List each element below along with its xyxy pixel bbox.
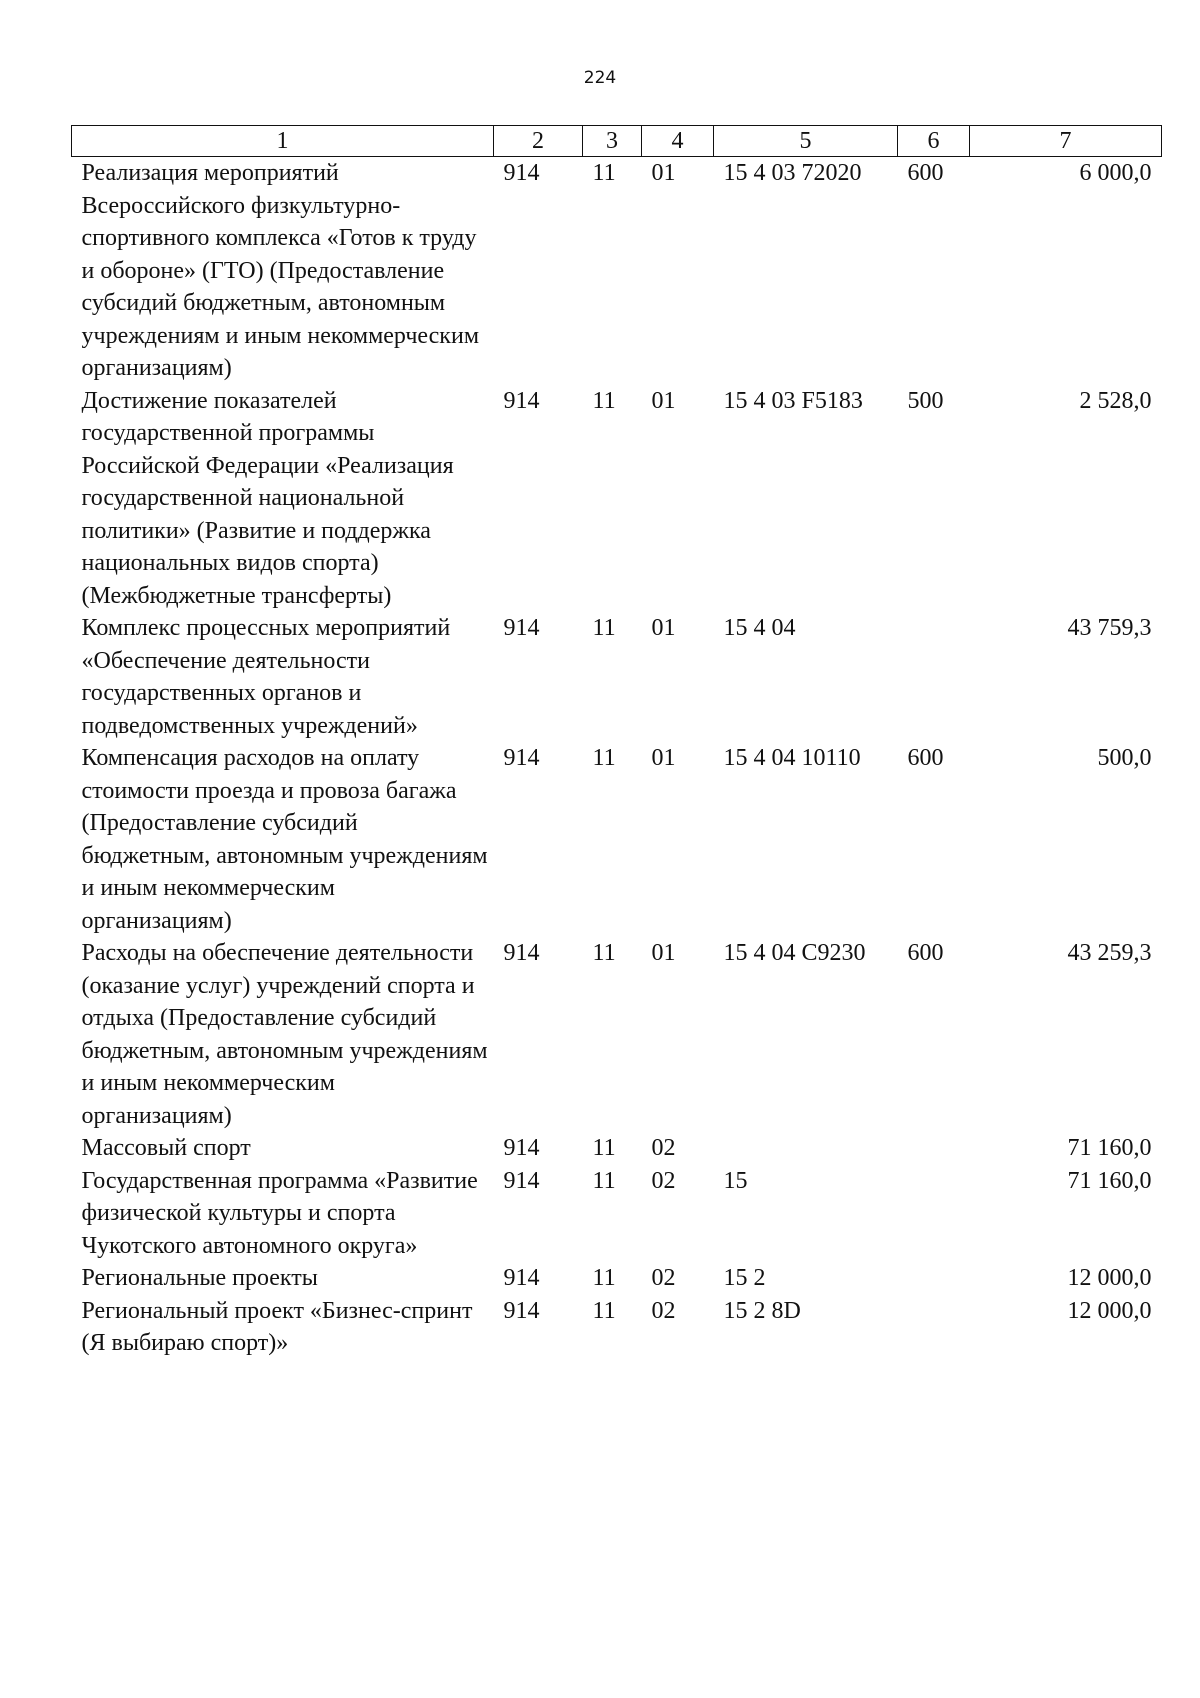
- row-amount: 6 000,0: [1079, 160, 1152, 186]
- row-ministry: 914: [503, 1265, 540, 1291]
- row-subsection: 01: [651, 745, 676, 771]
- table-row: [72, 1132, 1162, 1165]
- row-expense-type: [898, 1295, 970, 1360]
- table-body: [72, 157, 1162, 1360]
- row-expense-type: 600: [907, 940, 944, 966]
- header-col-6: 6: [898, 126, 970, 157]
- row-name: Расходы на обеспечение деятельности (оказание услуг) учреждений спорта и отдыха (Предоставление субсидий бюджетным, автономным учреждениям и иным некоммерческим организациям): [81, 940, 488, 1129]
- row-target: 15 4 04: [723, 615, 796, 641]
- row-ministry: 914: [503, 1135, 540, 1161]
- row-amount: 71 160,0: [1067, 1135, 1152, 1161]
- row-expense-type: 600: [907, 745, 944, 771]
- row-section: 11: [592, 940, 616, 966]
- row-target: 15 4 03 F5183: [723, 387, 863, 414]
- row-target: 15 4 04 C9230: [723, 940, 866, 966]
- header-col-7: 7: [970, 126, 1162, 157]
- row-amount: 43 259,3: [1067, 940, 1152, 966]
- row-target: 15 2 8D: [723, 1297, 801, 1324]
- row-amount: 500,0: [1097, 745, 1152, 771]
- row-ministry: 914: [503, 1167, 540, 1194]
- budget-table: [71, 125, 1162, 1360]
- row-target: [714, 1132, 898, 1165]
- table-header: [72, 126, 1162, 157]
- row-target: 15 4 03 72020: [723, 160, 862, 186]
- table-row: [72, 612, 1162, 742]
- row-ministry: 914: [503, 615, 540, 641]
- header-col-5: 5: [714, 126, 898, 157]
- row-subsection: 01: [651, 615, 676, 641]
- row-amount: 2 528,0: [1079, 387, 1152, 414]
- row-section: 11: [592, 1265, 616, 1291]
- table-row: [72, 1295, 1162, 1360]
- table-row: [72, 157, 1162, 385]
- header-col-4: 4: [642, 126, 714, 157]
- row-expense-type: [898, 1165, 970, 1263]
- row-section: 11: [592, 1135, 616, 1161]
- header-row: [72, 126, 1162, 157]
- table-row: [72, 1262, 1162, 1295]
- row-target: 15: [723, 1167, 748, 1194]
- row-ministry: 914: [503, 387, 540, 414]
- row-name: Региональные проекты: [81, 1265, 318, 1291]
- row-subsection: 02: [651, 1297, 676, 1324]
- row-ministry: 914: [503, 745, 540, 771]
- row-section: 11: [592, 1297, 616, 1324]
- table-row: [72, 385, 1162, 613]
- row-name: Региональный проект «Бизнес-спринт (Я выбираю спорт)»: [81, 1297, 473, 1356]
- table-row: [72, 1165, 1162, 1263]
- row-section: 11: [592, 745, 616, 771]
- row-subsection: 01: [651, 940, 676, 966]
- row-ministry: 914: [503, 160, 540, 186]
- header-col-2: 2: [494, 126, 583, 157]
- row-subsection: 02: [651, 1135, 676, 1161]
- row-subsection: 02: [651, 1167, 676, 1194]
- row-section: 11: [592, 615, 616, 641]
- header-col-3: 3: [583, 126, 642, 157]
- row-ministry: 914: [503, 940, 540, 966]
- row-subsection: 02: [651, 1265, 676, 1291]
- row-name: Реализация мероприятий Всероссийского физкультурно-спортивного комплекса «Готов к труду и обороне» (ГТО) (Предоставление субсидий бюджетным, автономным учреждениям и иным некоммерческим организациям): [81, 160, 479, 381]
- row-subsection: 01: [651, 160, 676, 186]
- row-name: Комплекс процессных мероприятий «Обеспечение деятельности государственных органов и подведомственных учреждений»: [81, 615, 451, 739]
- row-expense-type: [898, 1262, 970, 1295]
- table-row: [72, 742, 1162, 937]
- row-name: Государственная программа «Развитие физической культуры и спорта Чукотского автономного округа»: [81, 1167, 478, 1259]
- row-name: Достижение показателей государственной программы Российской Федерации «Реализация государственной национальной политики» (Развитие и поддержка национальных видов спорта) (Межбюджетные трансферты): [81, 387, 454, 609]
- table-row: [72, 937, 1162, 1132]
- row-expense-type: [898, 1132, 970, 1165]
- row-name: Компенсация расходов на оплату стоимости проезда и провоза багажа (Предоставление субсидий бюджетным, автономным учреждениям и иным некоммерческим организациям): [81, 745, 488, 934]
- row-amount: 43 759,3: [1067, 615, 1152, 641]
- row-amount: 12 000,0: [1067, 1297, 1152, 1324]
- header-col-1: 1: [72, 126, 494, 157]
- row-amount: 71 160,0: [1067, 1167, 1152, 1194]
- row-amount: 12 000,0: [1067, 1265, 1152, 1291]
- row-expense-type: 500: [907, 387, 944, 414]
- row-target: 15 2: [723, 1265, 766, 1291]
- row-ministry: 914: [503, 1297, 540, 1324]
- page-number: 224: [583, 68, 617, 88]
- row-name: Массовый спорт: [81, 1135, 251, 1161]
- row-target: 15 4 04 10110: [723, 745, 861, 771]
- row-section: 11: [592, 1167, 616, 1194]
- row-section: 11: [592, 160, 616, 186]
- row-section: 11: [592, 387, 616, 414]
- row-expense-type: [898, 612, 970, 742]
- row-expense-type: 600: [907, 160, 944, 186]
- row-subsection: 01: [651, 387, 676, 414]
